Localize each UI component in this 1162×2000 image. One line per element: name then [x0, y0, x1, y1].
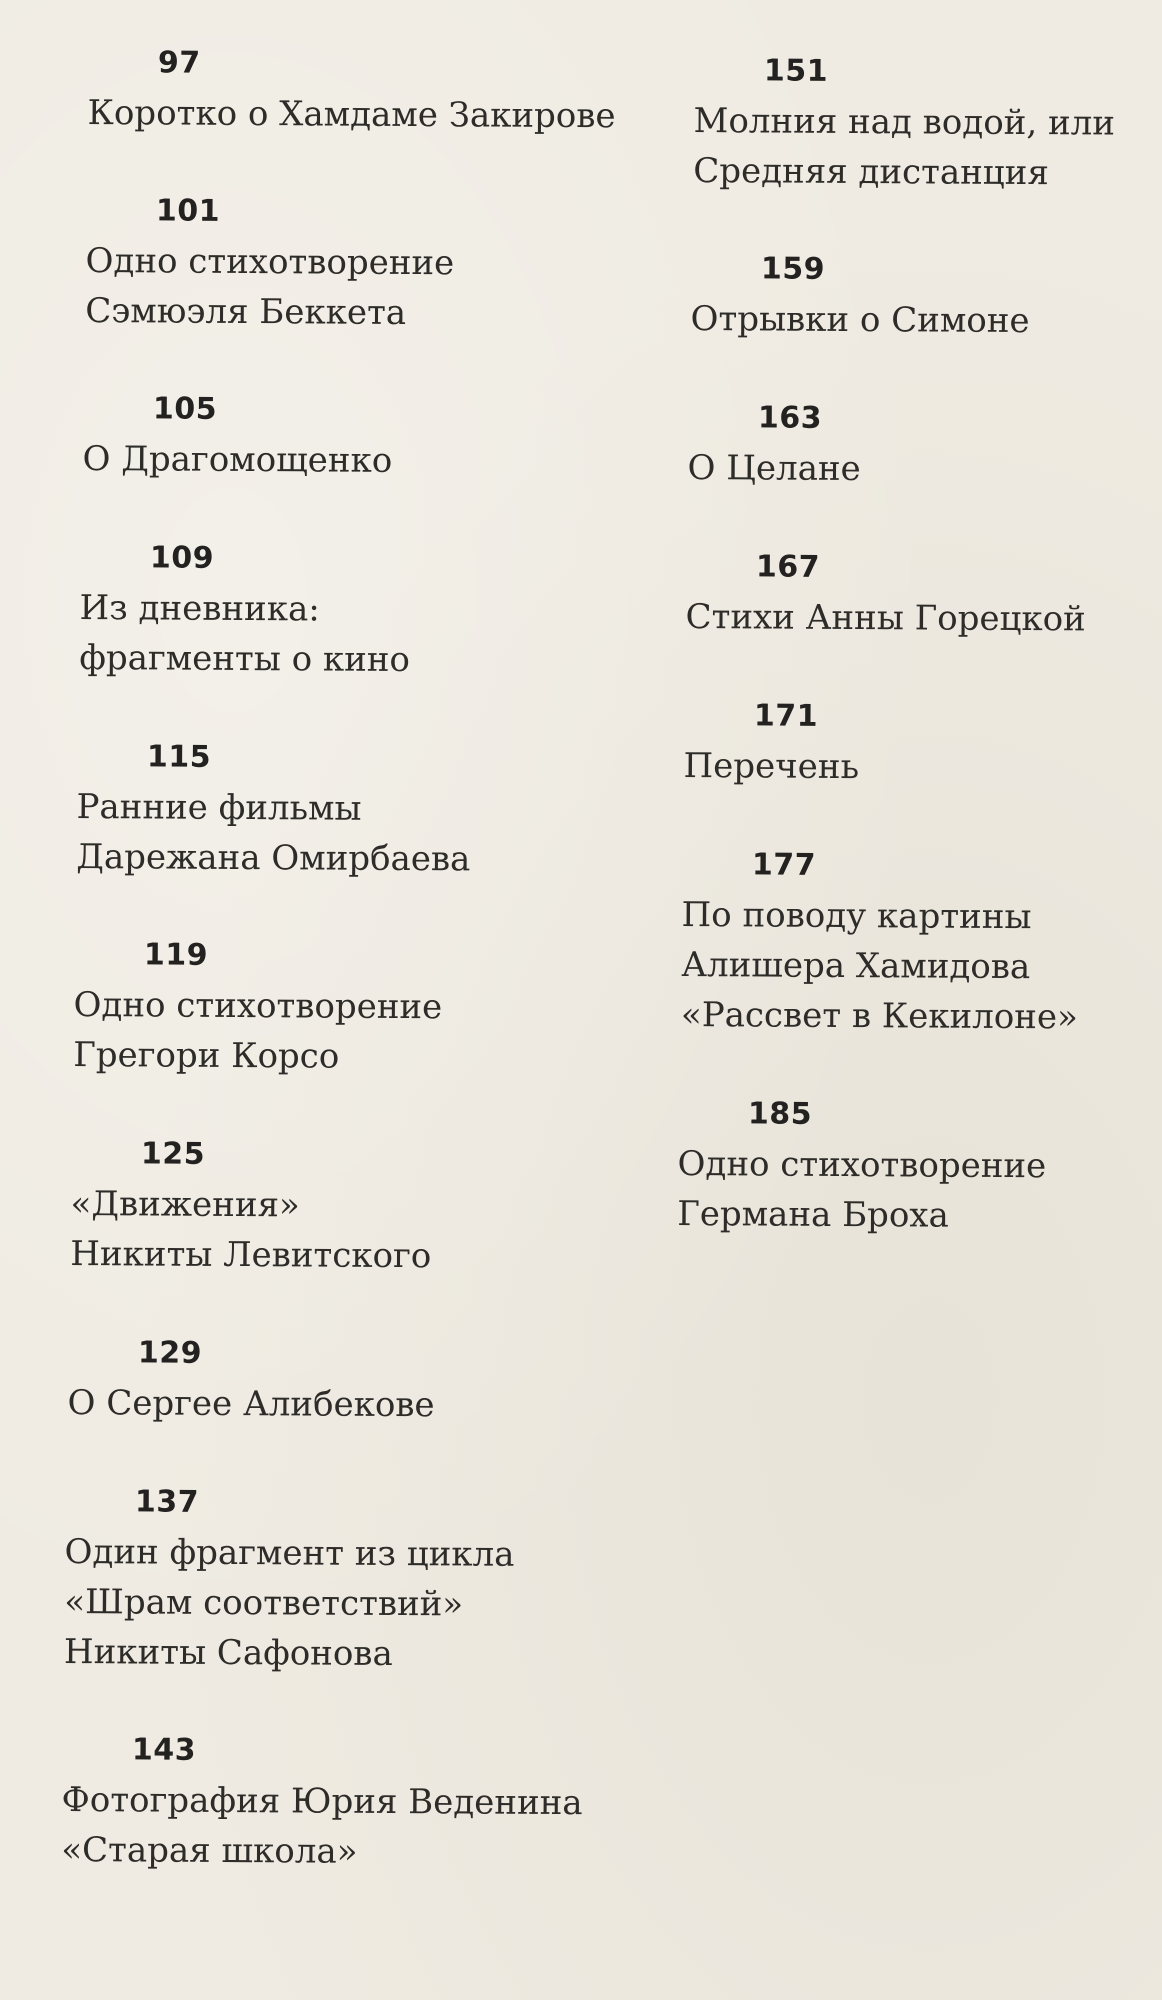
toc-entry[interactable]: [64, 1485, 515, 1680]
entry-title-line: «Рассвет в Кекилоне»: [680, 994, 1078, 1038]
entry-page-number: 101: [155, 193, 221, 229]
toc-entry[interactable]: [87, 46, 616, 141]
entry-title-line: Грегори Корсо: [73, 1034, 340, 1077]
entry-title-line: фрагменты о кино: [79, 637, 411, 681]
entry-title-line: Дарежана Омирбаева: [76, 836, 471, 880]
toc-entry[interactable]: [61, 1733, 583, 1878]
entry-title-line: Средняя дистанция: [693, 150, 1049, 194]
entry-title-line: Одно стихотворение: [85, 240, 455, 284]
entry-title-line: Никиты Сафонова: [63, 1631, 393, 1675]
entry-page-number: 105: [152, 391, 218, 427]
entry-page-number: 163: [757, 400, 823, 436]
entry-title-line: Один фрагмент из цикла: [64, 1531, 515, 1575]
toc-entry[interactable]: [687, 401, 861, 494]
toc-entry[interactable]: [73, 938, 443, 1082]
toc-entry[interactable]: [693, 54, 1115, 199]
toc-entry[interactable]: [79, 541, 411, 685]
entry-title-line: Перечень: [683, 745, 860, 788]
entry-title-line: Одно стихотворение: [73, 984, 443, 1028]
entry-title-line: Ранние фильмы: [76, 786, 362, 829]
entry-title-line: О Сергее Алибекове: [67, 1382, 435, 1426]
entry-page-number: 97: [157, 45, 201, 81]
entry-title-line: Отрывки о Симоне: [690, 298, 1030, 342]
entry-title-line: Германа Броха: [677, 1193, 949, 1236]
entry-title-line: «Шрам соответствий»: [64, 1581, 464, 1625]
entry-title-line: Коротко о Хамдаме Закирове: [87, 92, 616, 137]
entry-title-line: О Драгомощенко: [82, 438, 393, 481]
entry-page-number: 115: [146, 739, 212, 775]
entry-page-number: 171: [753, 698, 819, 734]
toc-entry[interactable]: [76, 740, 471, 884]
entry-page-number: 137: [134, 1484, 200, 1520]
entry-title-line: Молния над водой, или: [693, 100, 1116, 144]
entry-page-number: 167: [755, 549, 821, 585]
entry-title-line: Одно стихотворение: [677, 1143, 1047, 1187]
entry-page-number: 185: [747, 1096, 813, 1132]
entry-page-number: 151: [763, 53, 829, 89]
toc-entry[interactable]: [85, 194, 455, 338]
entry-title-line: Алишера Хамидова: [681, 944, 1031, 988]
toc-entry[interactable]: [677, 1097, 1047, 1241]
toc-entry[interactable]: [82, 392, 392, 486]
toc-entry[interactable]: [683, 699, 859, 792]
entry-page-number: 109: [149, 540, 215, 576]
entry-title-line: По поводу картины: [681, 894, 1032, 938]
toc-entry[interactable]: [681, 848, 1079, 1042]
toc-entry[interactable]: [690, 252, 1030, 346]
entry-title-line: Никиты Левитского: [70, 1233, 432, 1277]
toc-entry[interactable]: [70, 1137, 432, 1281]
entry-page-number: 143: [131, 1732, 197, 1768]
entry-title-line: О Целане: [687, 447, 861, 490]
toc-entry[interactable]: [67, 1336, 435, 1430]
entry-page-number: 177: [751, 847, 817, 883]
entry-title-line: Из дневника:: [79, 587, 320, 630]
entry-title-line: Стихи Анны Горецкой: [685, 596, 1086, 640]
entry-page-number: 119: [143, 937, 209, 973]
entry-page-number: 129: [137, 1335, 203, 1371]
entry-page-number: 159: [760, 251, 826, 287]
entry-title-line: Фотография Юрия Веденина: [61, 1779, 583, 1824]
entry-page-number: 125: [140, 1136, 206, 1172]
entry-title-line: Сэмюэля Беккета: [85, 290, 407, 333]
entry-title-line: «Старая школа»: [61, 1829, 358, 1872]
toc-entry[interactable]: [685, 550, 1086, 644]
entry-title-line: «Движения»: [70, 1183, 300, 1226]
